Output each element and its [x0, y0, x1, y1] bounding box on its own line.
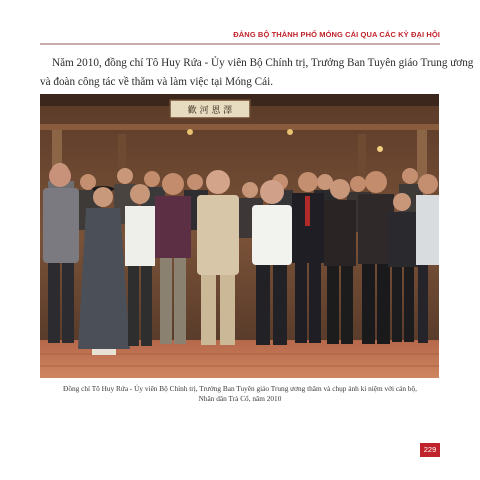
running-header: ĐẢNG BỘ THÀNH PHỐ MÓNG CÁI QUA CÁC KỲ ĐẠI HỘI: [233, 30, 440, 39]
page-number: 229: [420, 443, 440, 457]
group-photo: [40, 94, 439, 378]
plaque-text: 歡 河 恩 澤: [187, 106, 233, 116]
header-rule: [40, 43, 440, 45]
caption-line-1: Đồng chí Tô Huy Rứa - Ủy viên Bộ Chính trị, Trưởng Ban Tuyên giáo Trung ương thăm và chụp ảnh kỉ niệm với cán bộ,: [63, 384, 417, 393]
temple-plaque: [170, 100, 250, 118]
caption-line-2: Nhân dân Trà Cổ, năm 2010: [198, 394, 282, 403]
intro-line-1: Năm 2010, đồng chí Tô Huy Rứa - Ủy viên Bộ Chính trị, Trưởng Ban Tuyên giáo Trung ương: [52, 57, 474, 69]
photo-caption: [40, 384, 440, 404]
intro-paragraph: [40, 54, 474, 92]
intro-line-2: và đoàn công tác về thăm và làm việc tại Móng Cái.: [40, 76, 273, 88]
